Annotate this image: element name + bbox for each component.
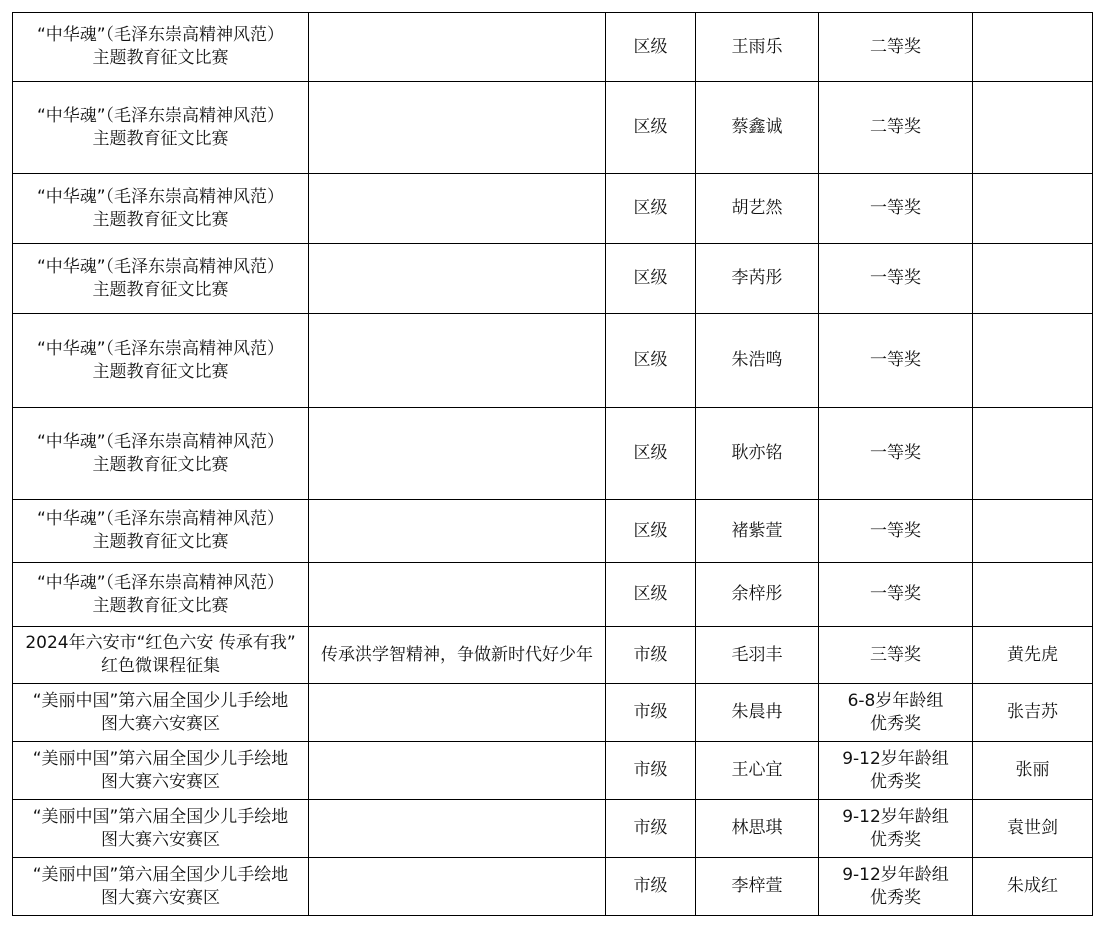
- work-title-cell: [309, 684, 606, 742]
- award-line: 一等奖: [870, 350, 921, 370]
- competition-line: “美丽中国”第六届全国少儿手绘地: [32, 864, 289, 885]
- competition-line: 图大赛六安赛区: [101, 887, 220, 908]
- competition-line: 图大赛六安赛区: [101, 771, 220, 792]
- competition-cell: [13, 858, 309, 916]
- teacher-cell: 张吉苏: [973, 684, 1093, 742]
- award-line: 9-12岁年龄组: [842, 864, 949, 885]
- teacher-cell: 张丽: [973, 742, 1093, 800]
- student-name-cell: 林思琪: [696, 800, 819, 858]
- student-name-cell: 毛羽丰: [696, 627, 819, 684]
- competition-line: 主题教育征文比赛: [92, 279, 229, 300]
- competition-line: 主题教育征文比赛: [92, 454, 229, 475]
- competition-line: 2024年六安市“红色六安 传承有我”: [25, 633, 296, 653]
- table-row: [13, 174, 1093, 244]
- table-row: [13, 563, 1093, 627]
- teacher-cell: [973, 408, 1093, 500]
- work-title-cell: [309, 800, 606, 858]
- award-line: 三等奖: [870, 644, 921, 665]
- student-name-cell: 褚紫萱: [696, 500, 819, 563]
- award-line: 优秀奖: [870, 771, 921, 792]
- award-cell: [819, 858, 973, 916]
- competition-line: “中华魂”（毛泽东崇高精神风范）: [36, 431, 285, 452]
- student-name-cell: 朱浩鸣: [696, 314, 819, 408]
- table-row: [13, 742, 1093, 800]
- awards-table: [12, 12, 1093, 916]
- competition-line: 主题教育征文比赛: [92, 209, 229, 230]
- competition-line: “中华魂”（毛泽东崇高精神风范）: [36, 186, 285, 207]
- competition-cell: [13, 800, 309, 858]
- student-name-cell: 耿亦铭: [696, 408, 819, 500]
- table-row: [13, 13, 1093, 82]
- competition-cell: [13, 244, 309, 314]
- award-cell: [819, 314, 973, 408]
- competition-line: 图大赛六安赛区: [101, 713, 220, 734]
- work-title-cell: [309, 500, 606, 563]
- work-title-cell: [309, 858, 606, 916]
- competition-cell: [13, 742, 309, 800]
- award-line: 一等奖: [870, 268, 921, 288]
- work-title-cell: [309, 408, 606, 500]
- competition-line: 主题教育征文比赛: [92, 128, 229, 149]
- level-cell: 市级: [606, 858, 696, 916]
- competition-line: 主题教育征文比赛: [92, 361, 229, 382]
- teacher-cell: [973, 244, 1093, 314]
- level-cell: 区级: [606, 244, 696, 314]
- competition-cell: [13, 408, 309, 500]
- competition-cell: [13, 174, 309, 244]
- award-cell: [819, 563, 973, 627]
- award-cell: [819, 500, 973, 563]
- table-row: [13, 684, 1093, 742]
- level-cell: 市级: [606, 684, 696, 742]
- teacher-cell: [973, 563, 1093, 627]
- level-cell: 市级: [606, 742, 696, 800]
- award-line: 6-8岁年龄组: [847, 690, 944, 711]
- award-line: 优秀奖: [870, 713, 921, 734]
- award-line: 优秀奖: [870, 829, 921, 850]
- level-cell: 区级: [606, 314, 696, 408]
- award-line: 一等奖: [870, 584, 921, 604]
- competition-cell: [13, 13, 309, 82]
- student-name-cell: 王雨乐: [696, 13, 819, 82]
- teacher-cell: 黄先虎: [973, 627, 1093, 684]
- award-line: 9-12岁年龄组: [842, 806, 949, 827]
- student-name-cell: 余梓彤: [696, 563, 819, 627]
- competition-line: “中华魂”（毛泽东崇高精神风范）: [36, 105, 285, 126]
- student-name-cell: 胡艺然: [696, 174, 819, 244]
- level-cell: 区级: [606, 563, 696, 627]
- work-title-cell: [309, 244, 606, 314]
- competition-line: 红色微课程征集: [101, 656, 220, 676]
- teacher-cell: [973, 500, 1093, 563]
- competition-cell: [13, 627, 309, 684]
- competition-line: “美丽中国”第六届全国少儿手绘地: [32, 748, 289, 769]
- competition-line: “美丽中国”第六届全国少儿手绘地: [32, 690, 289, 711]
- award-line: 一等奖: [870, 198, 921, 218]
- award-cell: [819, 627, 973, 684]
- award-cell: [819, 684, 973, 742]
- table-row: [13, 627, 1093, 684]
- work-title-cell: [309, 174, 606, 244]
- award-cell: [819, 408, 973, 500]
- award-cell: [819, 800, 973, 858]
- competition-line: 主题教育征文比赛: [92, 532, 229, 552]
- award-cell: [819, 174, 973, 244]
- teacher-cell: [973, 314, 1093, 408]
- teacher-cell: [973, 82, 1093, 174]
- teacher-cell: [973, 13, 1093, 82]
- award-cell: [819, 82, 973, 174]
- student-name-cell: 王心宜: [696, 742, 819, 800]
- table-row: [13, 800, 1093, 858]
- award-line: 优秀奖: [870, 887, 921, 908]
- level-cell: 区级: [606, 408, 696, 500]
- award-line: 二等奖: [870, 117, 921, 137]
- student-name-cell: 李芮彤: [696, 244, 819, 314]
- level-cell: 市级: [606, 800, 696, 858]
- level-cell: 区级: [606, 500, 696, 563]
- competition-line: “中华魂”（毛泽东崇高精神风范）: [36, 25, 285, 45]
- competition-line: “中华魂”（毛泽东崇高精神风范）: [36, 338, 285, 359]
- level-cell: 区级: [606, 82, 696, 174]
- competition-line: 主题教育征文比赛: [92, 595, 229, 616]
- competition-line: 图大赛六安赛区: [101, 829, 220, 850]
- table-row: [13, 244, 1093, 314]
- award-line: 9-12岁年龄组: [842, 748, 949, 769]
- competition-cell: [13, 684, 309, 742]
- competition-cell: [13, 563, 309, 627]
- competition-cell: [13, 500, 309, 563]
- student-name-cell: 蔡鑫诚: [696, 82, 819, 174]
- award-line: 一等奖: [870, 520, 921, 541]
- student-name-cell: 李梓萱: [696, 858, 819, 916]
- competition-line: “美丽中国”第六届全国少儿手绘地: [32, 806, 289, 827]
- table-row: [13, 500, 1093, 563]
- award-cell: [819, 244, 973, 314]
- teacher-cell: 朱成红: [973, 858, 1093, 916]
- work-title-cell: [309, 314, 606, 408]
- competition-line: “中华魂”（毛泽东崇高精神风范）: [36, 572, 285, 593]
- competition-cell: [13, 314, 309, 408]
- work-title-cell: [309, 13, 606, 82]
- work-title-cell: [309, 82, 606, 174]
- table-row: [13, 82, 1093, 174]
- award-line: 一等奖: [870, 443, 921, 463]
- table-row: [13, 408, 1093, 500]
- competition-line: “中华魂”（毛泽东崇高精神风范）: [36, 509, 285, 529]
- award-cell: [819, 13, 973, 82]
- competition-line: 主题教育征文比赛: [92, 48, 229, 68]
- table-row: [13, 314, 1093, 408]
- award-line: 二等奖: [870, 36, 921, 57]
- competition-cell: [13, 82, 309, 174]
- student-name-cell: 朱晨冉: [696, 684, 819, 742]
- level-cell: 市级: [606, 627, 696, 684]
- teacher-cell: 袁世剑: [973, 800, 1093, 858]
- work-title-cell: [309, 742, 606, 800]
- awards-table-body: [13, 13, 1093, 916]
- level-cell: 区级: [606, 13, 696, 82]
- award-cell: [819, 742, 973, 800]
- teacher-cell: [973, 174, 1093, 244]
- competition-line: “中华魂”（毛泽东崇高精神风范）: [36, 256, 285, 277]
- table-row: [13, 858, 1093, 916]
- work-title-cell: 传承洪学智精神，争做新时代好少年: [309, 627, 606, 684]
- work-title-cell: [309, 563, 606, 627]
- level-cell: 区级: [606, 174, 696, 244]
